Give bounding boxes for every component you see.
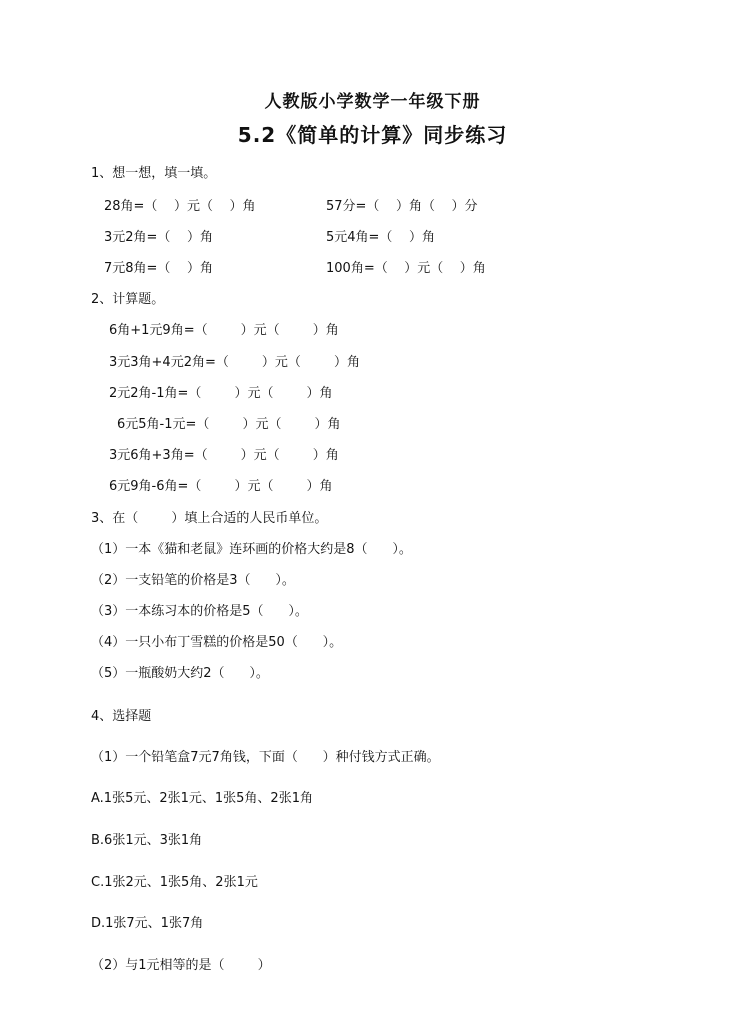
document-subtitle: 5.2《简单的计算》同步练习 bbox=[237, 123, 508, 147]
section2-heading: 2、计算题。 bbox=[91, 292, 165, 307]
document-title: 人教版小学数学一年级下册 bbox=[264, 92, 481, 112]
section2-item: 3元6角+3角=（ ）元（ ）角 bbox=[109, 448, 339, 463]
section2-item: 6角+1元9角=（ ）元（ ）角 bbox=[109, 323, 339, 338]
section1-item: 3元2角=（ ）角 bbox=[104, 230, 213, 245]
section3-item: （5）一瓶酸奶大约2（ ）。 bbox=[91, 666, 269, 681]
section1-item: 100角=（ ）元（ ）角 bbox=[326, 261, 486, 276]
section1-item: 57分=（ ）角（ ）分 bbox=[326, 199, 478, 214]
section1-item: 5元4角=（ ）角 bbox=[326, 230, 435, 245]
section1-item: 7元8角=（ ）角 bbox=[104, 261, 213, 276]
option-d: D.1张7元、1张7角 bbox=[91, 916, 204, 931]
section3-item: （1）一本《猫和老鼠》连环画的价格大约是8（ ）。 bbox=[91, 542, 412, 557]
section2-item: 3元3角+4元2角=（ ）元（ ）角 bbox=[109, 355, 360, 370]
section1-heading: 1、想一想，填一填。 bbox=[91, 166, 217, 181]
option-a: A.1张5元、2张1元、1张5角、2张1角 bbox=[91, 791, 313, 806]
section4-question-1: （1）一个铅笔盒7元7角钱，下面（ ）种付钱方式正确。 bbox=[91, 750, 440, 765]
section2-item: 6元9角-6角=（ ）元（ ）角 bbox=[109, 479, 333, 494]
section1-item: 28角=（ ）元（ ）角 bbox=[104, 199, 256, 214]
section2-item: 6元5角-1元=（ ）元（ ）角 bbox=[117, 417, 341, 432]
section4-heading: 4、选择题 bbox=[91, 709, 152, 724]
section4-question-2: （2）与1元相等的是（ ） bbox=[91, 958, 271, 973]
option-b: B.6张1元、3张1角 bbox=[91, 833, 203, 848]
section3-heading: 3、在（ ）填上合适的人民币单位。 bbox=[91, 511, 328, 526]
section3-item: （2）一支铅笔的价格是3（ ）。 bbox=[91, 573, 295, 588]
section3-item: （3）一本练习本的价格是5（ ）。 bbox=[91, 604, 308, 619]
section3-item: （4）一只小布丁雪糕的价格是50（ ）。 bbox=[91, 635, 343, 650]
section2-item: 2元2角-1角=（ ）元（ ）角 bbox=[109, 386, 333, 401]
option-c: C.1张2元、1张5角、2张1元 bbox=[91, 875, 258, 890]
